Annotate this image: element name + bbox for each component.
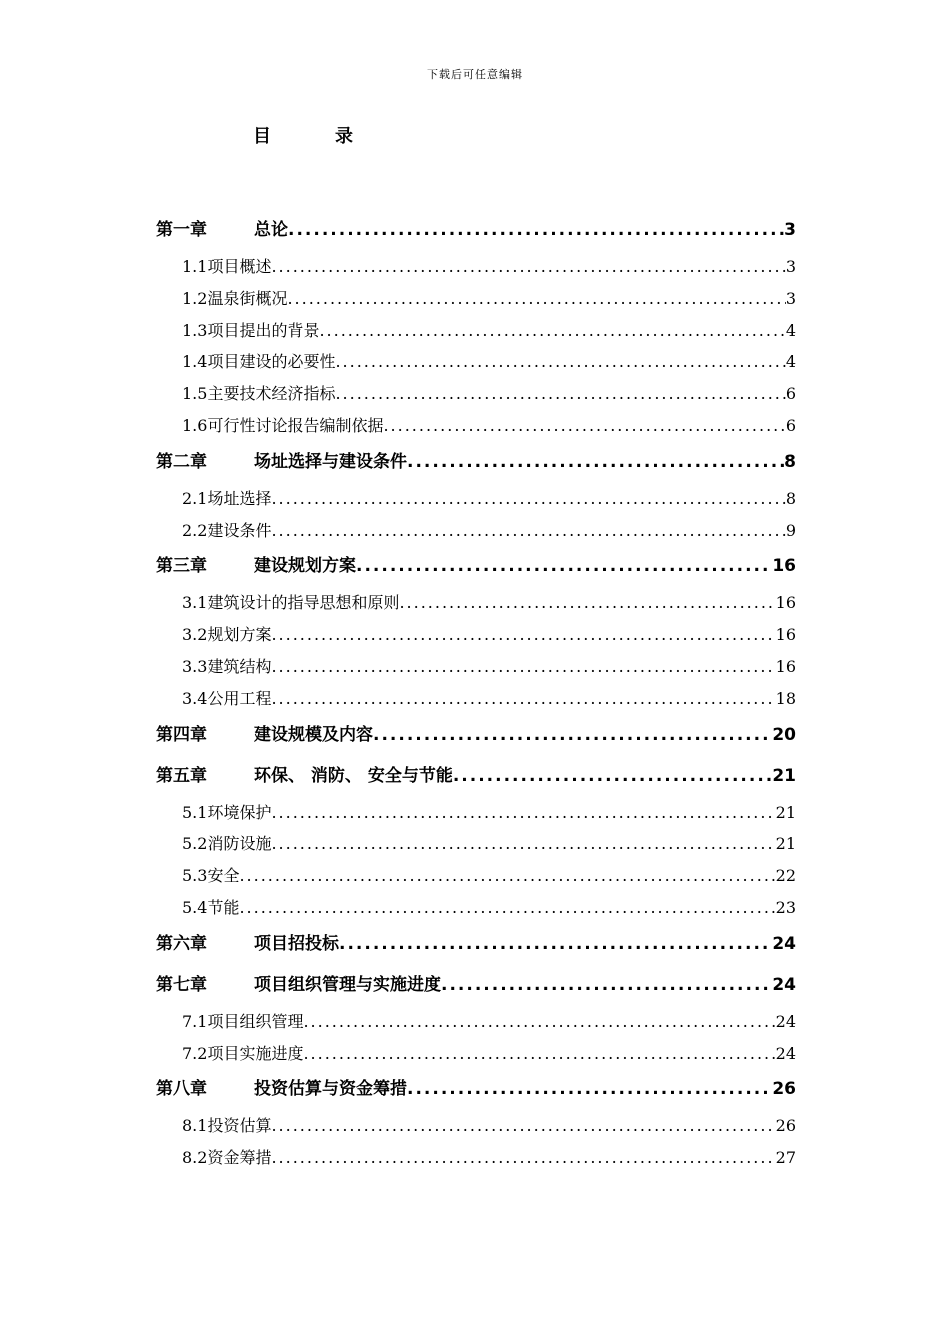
chapter-number: 第三章	[156, 556, 207, 577]
entry-title: 5.3安全	[182, 866, 240, 886]
toc-chapter-entry[interactable]	[156, 210, 796, 251]
toc-chapter-entry[interactable]	[156, 715, 796, 756]
page-number: 16	[772, 556, 796, 577]
toc-section-entry[interactable]	[156, 410, 796, 442]
entry-title: 1.1项目概述	[182, 257, 272, 276]
page-number: 21	[772, 765, 796, 786]
page-number: 24	[775, 1011, 796, 1031]
page-number: 8	[784, 451, 796, 472]
dot-leader	[271, 1142, 775, 1174]
page-number: 4	[785, 352, 796, 372]
toc-section-entry[interactable]	[156, 619, 796, 651]
dot-leader	[271, 1110, 775, 1142]
page-number: 26	[775, 1116, 796, 1136]
toc-chapter-entry[interactable]	[156, 965, 796, 1006]
toc-section-entry[interactable]	[156, 860, 796, 892]
page-number: 16	[775, 625, 796, 645]
dot-leader	[373, 715, 772, 756]
dot-leader	[271, 797, 775, 829]
toc-chapter-entry[interactable]	[156, 1069, 796, 1110]
table-of-contents	[156, 210, 796, 1174]
chapter-number: 第七章	[156, 974, 207, 995]
toc-section-entry[interactable]	[156, 346, 796, 378]
page-number: 16	[775, 656, 796, 676]
toc-section-entry[interactable]	[156, 283, 796, 315]
page-number: 24	[775, 1043, 796, 1063]
entry-title: 8.1投资估算	[182, 1116, 272, 1136]
toc-section-entry[interactable]	[156, 251, 796, 283]
toc-section-entry[interactable]	[156, 1038, 796, 1070]
entry-title: 3.3建筑结构	[182, 656, 272, 676]
toc-title-char-1: 目	[253, 126, 271, 147]
dot-leader	[271, 251, 785, 283]
page-number: 6	[785, 384, 796, 404]
page-number: 3	[784, 220, 796, 240]
toc-section-entry[interactable]	[156, 1142, 796, 1174]
toc-section-entry[interactable]	[156, 1110, 796, 1142]
entry-title: 1.3项目提出的背景	[182, 320, 320, 340]
entry-title: 5.2消防设施	[182, 834, 272, 854]
dot-leader	[453, 756, 772, 797]
toc-title	[253, 122, 353, 148]
dot-leader	[239, 860, 775, 892]
page-number: 6	[785, 415, 796, 435]
dot-leader	[339, 924, 772, 965]
toc-section-entry[interactable]	[156, 683, 796, 715]
entry-title: 投资估算与资金筹措	[254, 1079, 407, 1100]
entry-title: 5.4节能	[182, 897, 240, 917]
toc-chapter-entry[interactable]	[156, 442, 796, 483]
dot-leader	[383, 410, 785, 442]
toc-chapter-entry[interactable]	[156, 756, 796, 797]
entry-title: 3.1建筑设计的指导思想和原则	[182, 593, 400, 613]
entry-title: 2.1场址选择	[182, 488, 272, 508]
chapter-number: 第二章	[156, 451, 207, 472]
page-number: 26	[772, 1079, 796, 1100]
dot-leader	[271, 619, 775, 651]
chapter-number: 第六章	[156, 933, 207, 954]
page-number: 24	[772, 933, 796, 954]
dot-leader	[271, 651, 775, 683]
dot-leader	[271, 515, 785, 547]
entry-title: 建设规模及内容	[254, 724, 373, 745]
page-number: 21	[775, 834, 796, 854]
toc-section-entry[interactable]	[156, 797, 796, 829]
entry-title: 7.2项目实施进度	[182, 1043, 304, 1063]
dot-leader	[271, 483, 785, 515]
entry-title: 1.5主要技术经济指标	[182, 384, 336, 404]
chapter-number: 第五章	[156, 765, 207, 786]
entry-title: 8.2资金筹措	[182, 1148, 272, 1168]
entry-title: 1.2温泉街概况	[182, 288, 288, 308]
page-number: 27	[775, 1148, 796, 1168]
toc-section-entry[interactable]	[156, 651, 796, 683]
dot-leader	[335, 346, 785, 378]
toc-section-entry[interactable]	[156, 892, 796, 924]
toc-section-entry[interactable]	[156, 1006, 796, 1038]
page-number: 9	[785, 520, 796, 540]
toc-section-entry[interactable]	[156, 315, 796, 347]
dot-leader	[407, 1069, 772, 1110]
entry-title: 7.1项目组织管理	[182, 1011, 304, 1031]
dot-leader	[335, 378, 785, 410]
dot-leader	[319, 315, 785, 347]
entry-title: 环保、 消防、 安全与节能	[254, 765, 453, 786]
page-number: 8	[785, 488, 796, 508]
entry-title: 3.4公用工程	[182, 688, 272, 708]
page-number: 22	[775, 866, 796, 886]
page-number: 24	[772, 974, 796, 995]
page-number: 16	[775, 593, 796, 613]
toc-section-entry[interactable]	[156, 483, 796, 515]
dot-leader	[271, 828, 775, 860]
chapter-number: 第八章	[156, 1079, 207, 1100]
entry-title: 1.6可行性讨论报告编制依据	[182, 415, 384, 435]
entry-title: 总论	[254, 220, 288, 240]
toc-section-entry[interactable]	[156, 378, 796, 410]
entry-title: 3.2规划方案	[182, 625, 272, 645]
entry-title: 2.2建设条件	[182, 520, 272, 540]
entry-title: 1.4项目建设的必要性	[182, 352, 336, 372]
dot-leader	[399, 587, 775, 619]
toc-section-entry[interactable]	[156, 515, 796, 547]
header-note: 下载后可任意编辑	[427, 68, 523, 81]
dot-leader	[271, 683, 775, 715]
page-number: 3	[785, 288, 796, 308]
dot-leader	[356, 546, 772, 587]
dot-leader	[239, 892, 775, 924]
dot-leader	[303, 1006, 775, 1038]
entry-title: 项目招投标	[254, 933, 339, 954]
entry-title: 建设规划方案	[254, 556, 356, 577]
chapter-number: 第一章	[156, 220, 207, 240]
dot-leader	[441, 965, 772, 1006]
toc-chapter-entry[interactable]	[156, 546, 796, 587]
entry-title: 场址选择与建设条件	[254, 451, 407, 472]
dot-leader	[287, 283, 785, 315]
entry-title: 项目组织管理与实施进度	[254, 974, 441, 995]
toc-chapter-entry[interactable]	[156, 924, 796, 965]
dot-leader	[288, 210, 784, 251]
page-number: 23	[775, 897, 796, 917]
toc-title-char-2: 录	[335, 126, 353, 147]
dot-leader	[407, 442, 784, 483]
dot-leader	[303, 1038, 775, 1070]
page-number: 21	[775, 802, 796, 822]
page-number: 18	[775, 688, 796, 708]
page-number: 3	[785, 257, 796, 276]
entry-title: 5.1环境保护	[182, 802, 272, 822]
page-number: 20	[772, 724, 796, 745]
chapter-number: 第四章	[156, 724, 207, 745]
toc-section-entry[interactable]	[156, 587, 796, 619]
page-number: 4	[785, 320, 796, 340]
toc-section-entry[interactable]	[156, 828, 796, 860]
